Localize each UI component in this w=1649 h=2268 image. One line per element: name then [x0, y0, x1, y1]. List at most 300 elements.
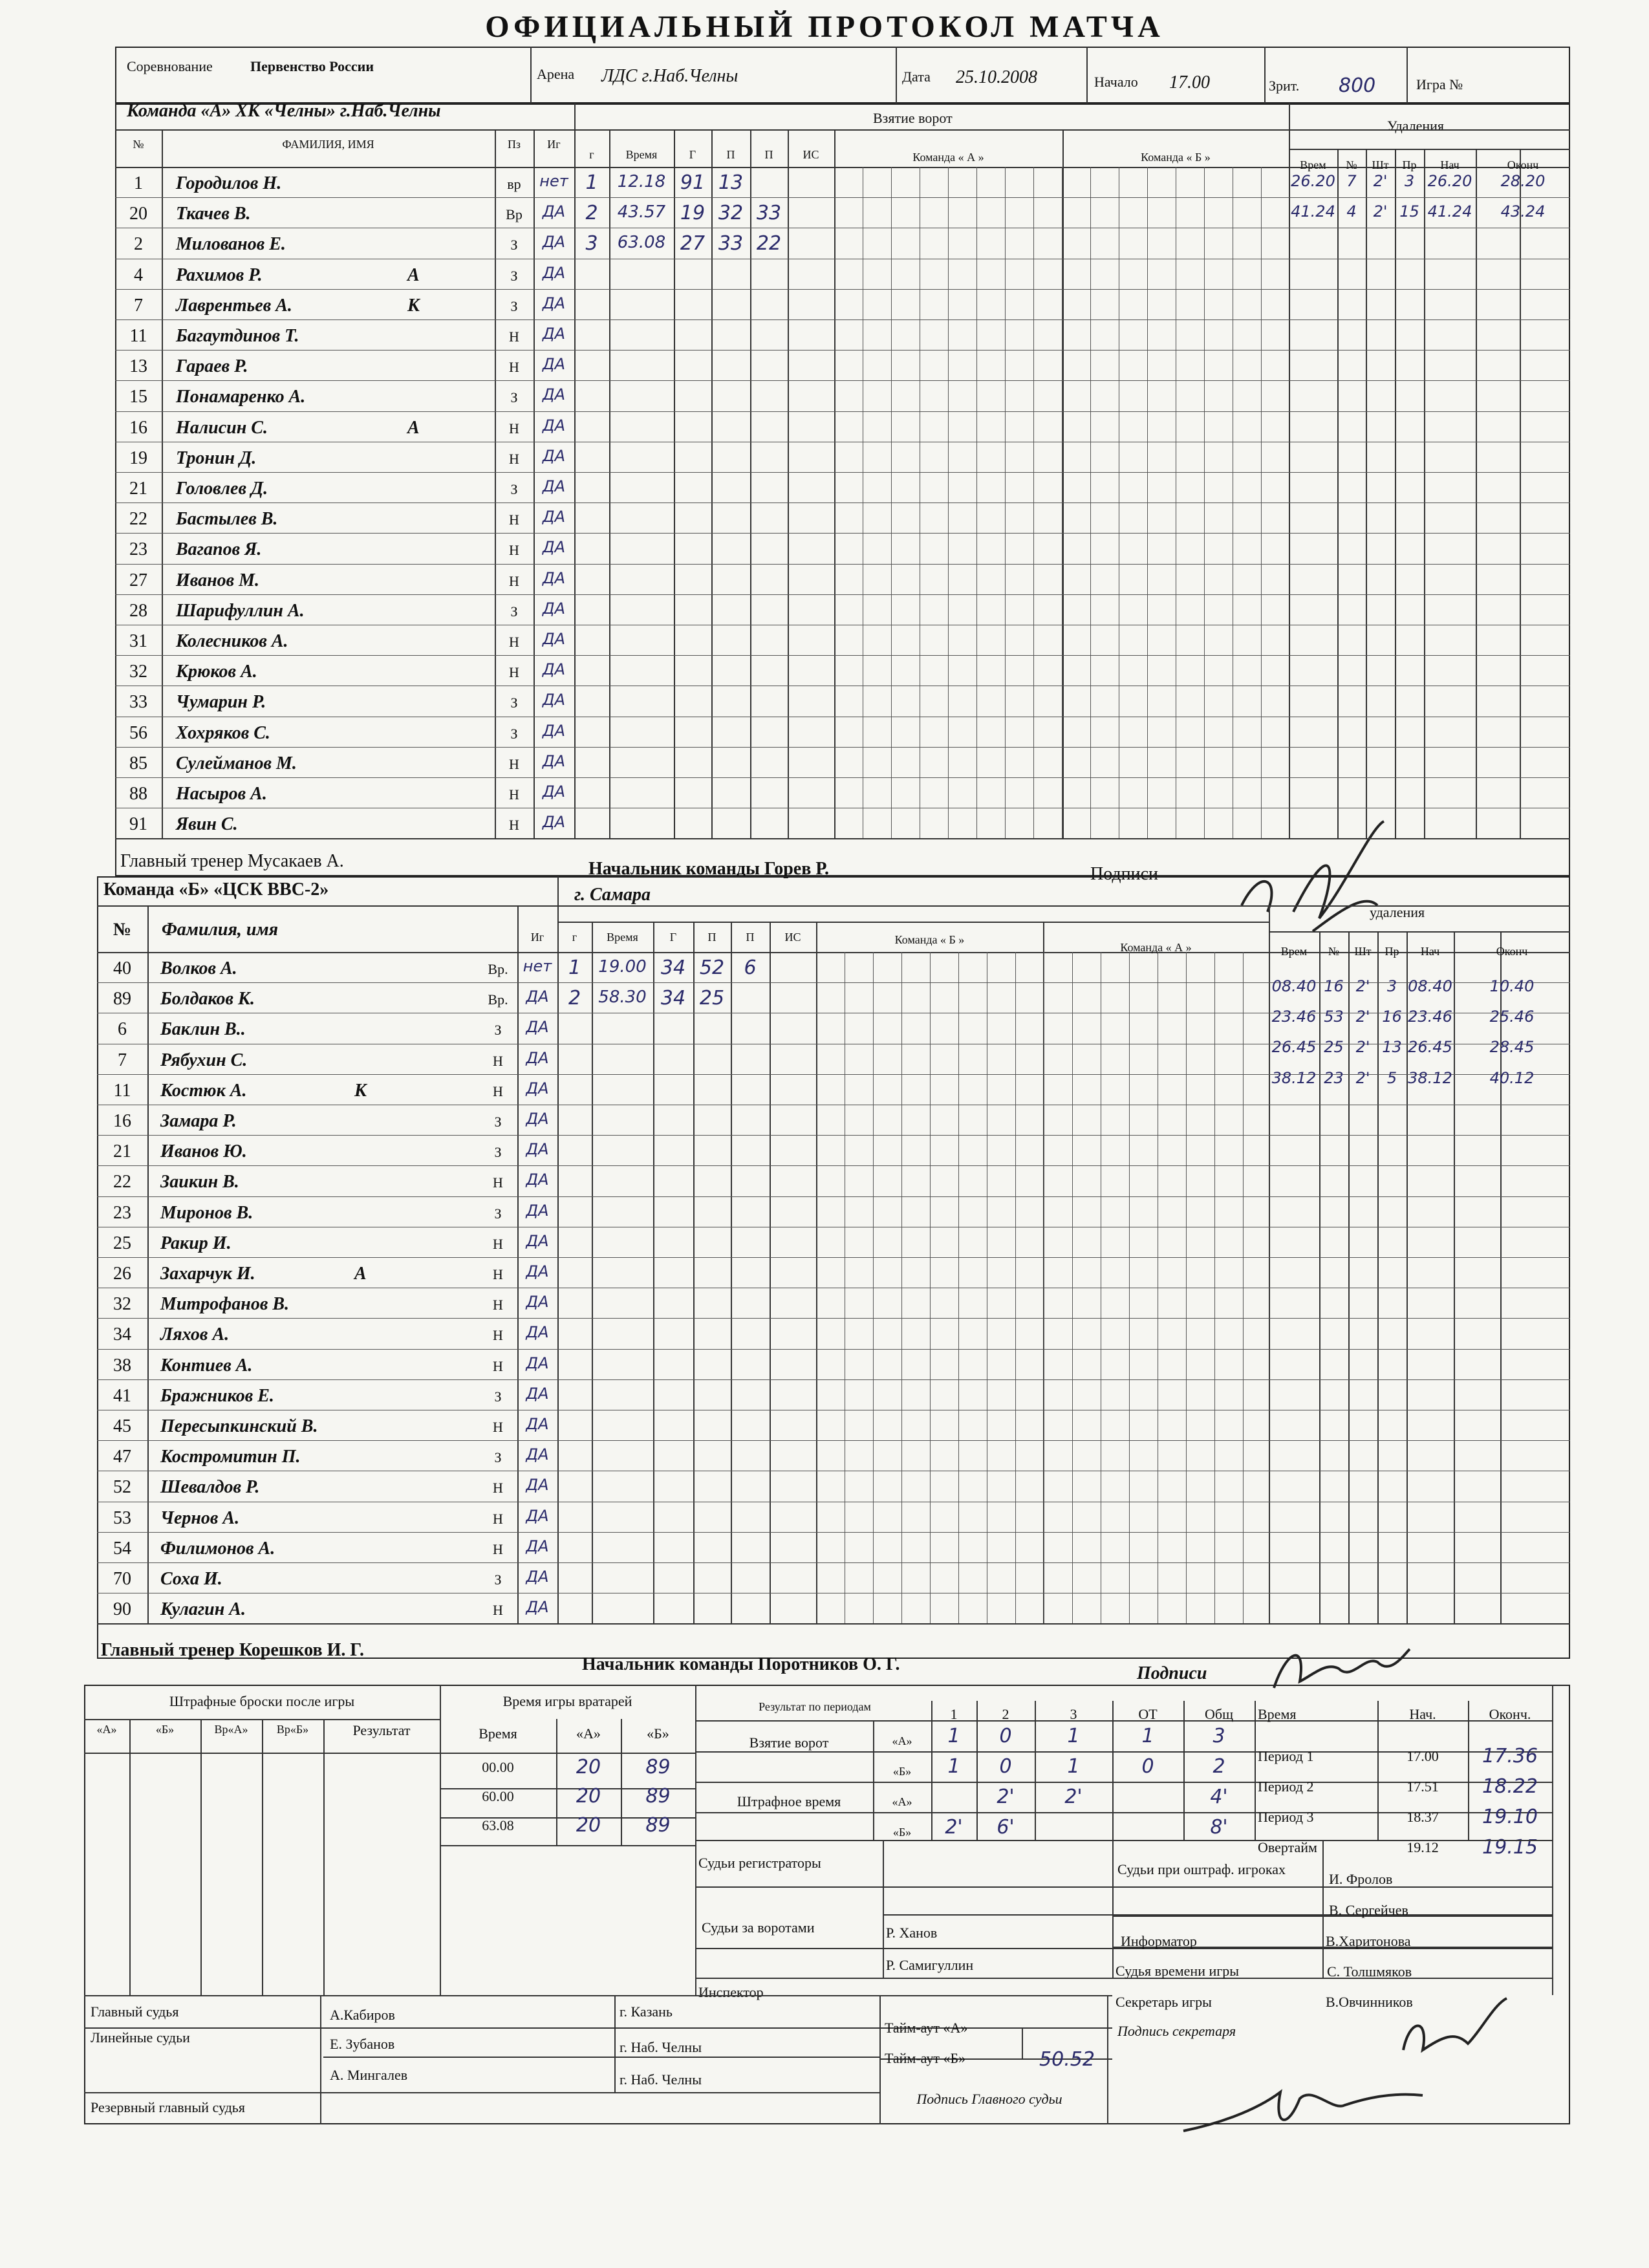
team-a-row-line — [115, 411, 1570, 412]
player-played: ДА — [526, 1048, 549, 1067]
period-start: 18.37 — [1406, 1809, 1439, 1825]
player-position: Н — [509, 542, 519, 559]
goal-number: 2 — [568, 987, 581, 1010]
player-played: ДА — [542, 568, 566, 587]
team-b-row-line — [97, 1562, 1570, 1563]
player-played: ДА — [542, 263, 566, 282]
goal-assist-1: 13 — [718, 171, 744, 194]
grid-line — [614, 1995, 616, 2092]
player-role: А — [407, 417, 420, 438]
team-b-signatures-label: Подписи — [1137, 1663, 1207, 1683]
team-b-tag: «Б» — [892, 1826, 912, 1839]
period-end: 17.36 — [1482, 1745, 1538, 1767]
grid-line — [873, 1720, 874, 1840]
team-b-row-line — [97, 1532, 1570, 1533]
player-played: ДА — [542, 446, 566, 465]
player-played: ДА — [526, 1140, 549, 1159]
period-value: 3 — [1212, 1725, 1225, 1747]
player-role: К — [354, 1080, 367, 1101]
grid-line — [1395, 149, 1396, 838]
player-name: Явин С. — [176, 814, 238, 835]
grid-line — [323, 1719, 325, 1995]
penalty-pr: 16 — [1382, 1008, 1402, 1026]
player-name: Митрофанов В. — [160, 1294, 290, 1315]
shootout-header: Штрафные броски после игры — [169, 1693, 355, 1709]
player-name: Чернов А. — [160, 1507, 240, 1528]
team-a-pen-col-header: Шт — [1372, 158, 1389, 171]
player-number: 1 — [134, 173, 143, 193]
team-a-goal-col-header: П — [726, 148, 735, 161]
player-played: ДА — [542, 294, 566, 312]
player-position: Н — [493, 1602, 503, 1619]
penalty-end: 28.45 — [1489, 1038, 1535, 1057]
player-name: Филимонов А. — [160, 1538, 275, 1559]
player-number: 11 — [129, 326, 147, 346]
competition-value: Первенство России — [250, 58, 374, 74]
period-start: 17.51 — [1406, 1778, 1439, 1795]
grid-line — [592, 922, 593, 1623]
team-b-label: Команда «Б» «ЦСК ВВС-2» — [103, 880, 329, 900]
penalty-no: 4 — [1346, 202, 1357, 221]
goal-assist-1: 25 — [699, 987, 725, 1010]
period-value: 1 — [947, 1725, 960, 1747]
team-b-row-line — [97, 1257, 1570, 1258]
team-b-pen-line — [1269, 931, 1570, 933]
player-played: ДА — [542, 385, 566, 404]
team-b-col-header: Фамилия, имя — [162, 920, 279, 940]
player-position: Н — [493, 1235, 503, 1252]
player-played: ДА — [526, 1568, 549, 1586]
player-number: 7 — [134, 295, 143, 316]
start-label: Начало — [1094, 74, 1138, 90]
head-ref-signature-label: Подпись Главного судьи — [916, 2091, 1062, 2107]
goal-assist-2: 33 — [756, 202, 782, 225]
grid-line — [440, 1845, 695, 1846]
player-name: Шевалдов Р. — [160, 1477, 260, 1498]
player-position: З — [510, 389, 518, 406]
time-col: Нач. — [1409, 1706, 1436, 1722]
team-b-city: г. Самара — [574, 885, 651, 905]
team-a-goal-col-header: П — [764, 148, 773, 161]
team-a-row-line — [115, 838, 1570, 839]
game-number-label: Игра № — [1416, 76, 1463, 92]
team-b-penalty-header: удаления — [1370, 904, 1425, 920]
penalty-t: 26.20 — [1291, 172, 1335, 190]
goal-time: 12.18 — [617, 172, 666, 191]
gk-header: Время игры вратарей — [502, 1693, 632, 1709]
team-b-coach: Главный тренер Корешков И. Г. — [101, 1640, 365, 1660]
penalty-no: 16 — [1324, 977, 1344, 995]
player-name: Заикин В. — [160, 1172, 239, 1193]
head-ref-city: г. Казань — [620, 2003, 673, 2020]
player-number: 11 — [113, 1080, 131, 1101]
player-name: Рахимов Р. — [176, 265, 263, 285]
team-a-pen-col-header: Пр — [1402, 158, 1417, 171]
secretary-signature-label: Подпись секретаря — [1117, 2023, 1236, 2039]
player-played: ДА — [542, 813, 566, 832]
player-number: 25 — [113, 1233, 131, 1253]
period-value: 0 — [999, 1725, 1012, 1747]
start-value: 17.00 — [1169, 72, 1210, 92]
player-number: 85 — [129, 753, 147, 773]
grid-line — [1377, 1701, 1379, 1840]
goal-scorer: 27 — [680, 232, 706, 255]
gk-a: 20 — [576, 1756, 601, 1778]
shootout-col: «Б» — [155, 1723, 175, 1736]
inspector-label: Инспектор — [698, 1984, 764, 2000]
player-played: ДА — [542, 599, 566, 618]
competition-label: Соревнование — [127, 58, 213, 74]
penalty-start: 38.12 — [1408, 1068, 1452, 1087]
player-name: Контиев А. — [160, 1355, 253, 1376]
pim-by-period-label: Штрафное время — [737, 1793, 841, 1809]
player-position: Н — [509, 634, 519, 650]
team-b-tag: «Б» — [892, 1765, 912, 1778]
grid-line — [1062, 129, 1064, 838]
penalty-end: 40.12 — [1489, 1068, 1535, 1087]
goal-number: 1 — [585, 171, 598, 194]
timekeeper-label: Судья времени игры — [1116, 1963, 1240, 1979]
timeout-b-value: 50.52 — [1039, 2048, 1095, 2071]
player-number: 13 — [129, 356, 147, 377]
goal-judge-1: Р. Ханов — [886, 1925, 938, 1941]
team-a-tag: «А» — [892, 1734, 912, 1747]
penalty-min: 2' — [1373, 172, 1388, 190]
penalty-no: 23 — [1324, 1068, 1344, 1087]
player-name: Головлев Д. — [176, 479, 268, 499]
team-b-header-line — [97, 905, 1570, 907]
linesman-2: А. Мингалев — [330, 2067, 408, 2083]
goal-judge-2: Р. Самигуллин — [886, 1957, 974, 1973]
player-number: 19 — [129, 448, 147, 468]
grid-line — [1500, 931, 1502, 1623]
period-name: Период 1 — [1258, 1748, 1314, 1764]
gk-col: «А» — [576, 1725, 601, 1742]
player-number: 47 — [113, 1447, 131, 1467]
team-a-pen-line — [1289, 149, 1570, 150]
team-a-goals-header: Взятие ворот — [873, 110, 953, 126]
goal-number: 3 — [585, 232, 598, 255]
grid-line — [1337, 149, 1339, 838]
grid-line — [1348, 931, 1350, 1623]
grid-line — [695, 1886, 1552, 1888]
player-name: Шарифуллин А. — [176, 600, 305, 621]
secretary-label: Секретарь игры — [1116, 1994, 1212, 2010]
team-a-col-header: № — [133, 138, 144, 151]
team-b-row-line — [97, 1349, 1570, 1350]
player-name: Пересыпкинский В. — [160, 1416, 318, 1436]
team-a-label: Команда «А» ХК «Челны» г.Наб.Челны — [127, 101, 441, 121]
player-number: 26 — [113, 1264, 131, 1284]
team-a-pen-col-header: Нач — [1440, 158, 1460, 171]
period-value: 0 — [999, 1755, 1012, 1778]
team-b-goal-col-header: Г — [669, 931, 677, 944]
player-position: Н — [509, 359, 519, 376]
player-played: ДА — [542, 233, 566, 252]
player-name: Ляхов А. — [160, 1324, 230, 1345]
team-a-row-line — [115, 564, 1570, 565]
goal-time: 43.57 — [617, 202, 666, 222]
team-a-row-line — [115, 197, 1570, 198]
player-name: Вагапов Я. — [176, 539, 262, 560]
grid-line — [834, 129, 835, 838]
player-position: Н — [493, 1510, 503, 1527]
secretary-signature-image — [1390, 1992, 1520, 2069]
team-a-row-line — [115, 533, 1570, 534]
page-title: ОФИЦИАЛЬНЫЙ ПРОТОКОЛ МАТЧА — [485, 10, 1164, 44]
goal-assist-1: 52 — [699, 956, 725, 979]
penalty-t: 08.40 — [1271, 977, 1317, 995]
grid-line — [1255, 1701, 1256, 1840]
penalty-t: 23.46 — [1271, 1008, 1317, 1026]
player-name: Ткачев В. — [176, 204, 251, 224]
period-end: 19.10 — [1482, 1806, 1538, 1828]
player-number: 23 — [129, 539, 147, 560]
player-number: 32 — [129, 662, 147, 682]
team-b-goal-col-header: г — [572, 931, 577, 944]
period-name: Овертайм — [1258, 1839, 1317, 1855]
time-header: Время — [1258, 1706, 1297, 1722]
player-number: 27 — [129, 570, 147, 590]
penalty-pr: 13 — [1382, 1038, 1402, 1057]
player-name: Хохряков С. — [176, 722, 270, 743]
goal-assist-1: 33 — [718, 232, 744, 255]
date-value: 25.10.2008 — [956, 67, 1037, 87]
grid-line — [731, 922, 732, 1623]
team-a-row-line — [115, 655, 1570, 656]
player-position: Н — [493, 1327, 503, 1344]
grid-line — [320, 1995, 321, 2124]
player-position: З — [494, 1114, 502, 1130]
period-value: 4' — [1210, 1786, 1228, 1808]
player-number: 4 — [134, 265, 143, 285]
penalty-pr: 3 — [1404, 172, 1415, 190]
timeout-b-label: Тайм-аут «Б» — [885, 2050, 966, 2066]
player-played: ДА — [542, 630, 566, 648]
player-position: Н — [493, 1052, 503, 1069]
team-b-row-line — [97, 1196, 1570, 1197]
goal-judges-label: Судьи за воротами — [702, 1919, 815, 1936]
team-a-goal-col-header: Г — [689, 148, 696, 161]
penalty-min: 2' — [1355, 977, 1370, 995]
team-b-sub-b: Команда « Б » — [894, 933, 965, 946]
player-position: Н — [509, 786, 519, 803]
player-played: ДА — [526, 1293, 549, 1312]
player-played: ДА — [542, 202, 566, 221]
player-number: 16 — [113, 1111, 131, 1131]
grid-line — [1319, 931, 1320, 1623]
player-name: Гараев Р. — [176, 356, 248, 377]
team-a-row-line — [115, 350, 1570, 351]
period-start: 17.00 — [1406, 1748, 1439, 1764]
head-ref-label: Главный судья — [91, 2003, 179, 2020]
grid-line — [323, 2057, 879, 2058]
grid-line — [84, 2092, 879, 2093]
player-number: 90 — [113, 1599, 131, 1620]
period-value: 1 — [947, 1755, 960, 1778]
grid-line — [1377, 931, 1379, 1623]
grid-line — [1552, 1685, 1553, 1995]
player-played: ДА — [526, 1201, 549, 1220]
player-position: Н — [509, 420, 519, 437]
linesman-1-city: г. Наб. Челны — [620, 2039, 702, 2055]
grid-line — [1454, 931, 1455, 1623]
team-a-pen-col-header: Оконч — [1507, 158, 1539, 171]
player-name: Городилов Н. — [176, 173, 282, 193]
grid-line — [162, 129, 163, 838]
penalty-judge-2: В. Сергейчев — [1329, 1902, 1408, 1918]
team-b-goal-col-header: ИС — [784, 931, 801, 944]
player-played: ДА — [526, 1384, 549, 1403]
player-played: ДА — [526, 1018, 549, 1037]
penalty-pr: 5 — [1386, 1068, 1397, 1087]
penalty-start: 41.24 — [1427, 202, 1472, 221]
team-a-coach: Главный тренер Мусакаев А. — [120, 851, 344, 871]
player-name: Милованов Е. — [176, 234, 286, 255]
player-name: Болдаков К. — [160, 989, 255, 1010]
player-number: 52 — [113, 1477, 131, 1498]
goal-scorer: 19 — [680, 202, 706, 225]
period-value: 6' — [997, 1816, 1015, 1839]
team-b-sub-a: Команда « А » — [1120, 941, 1192, 954]
player-name: Чумарин Р. — [176, 692, 266, 713]
goal-assist-2: 22 — [756, 232, 782, 255]
penalty-t: 41.24 — [1291, 202, 1335, 221]
registrars-label: Судьи регистраторы — [698, 1855, 821, 1871]
period-value: 2' — [1064, 1786, 1083, 1808]
grid-line — [695, 1840, 1552, 1841]
penalty-pr: 3 — [1386, 977, 1397, 995]
penalty-end: 10.40 — [1489, 977, 1535, 995]
period-col: 2 — [1002, 1706, 1009, 1722]
player-number: 45 — [113, 1416, 131, 1436]
period-value: 2' — [997, 1786, 1015, 1808]
grid-line — [1520, 149, 1521, 838]
player-name: Рябухин С. — [160, 1050, 248, 1070]
penalty-judge-1: И. Фролов — [1329, 1871, 1393, 1887]
player-position: З — [510, 267, 518, 284]
player-name: Баклин В.. — [160, 1019, 246, 1040]
goal-time: 19.00 — [598, 957, 647, 977]
goal-scorer: 34 — [660, 987, 686, 1010]
team-a-signatures-label: Подписи — [1090, 864, 1159, 884]
player-position: З — [510, 297, 518, 314]
player-played: ДА — [526, 1110, 549, 1128]
team-b-goal-col-header: П — [746, 931, 755, 944]
player-name: Тронин Д. — [176, 448, 257, 468]
player-number: 2 — [134, 234, 143, 255]
team-a-col-header: ФАМИЛИЯ, ИМЯ — [282, 138, 374, 151]
gk-b: 89 — [645, 1756, 671, 1778]
player-number: 31 — [129, 631, 147, 651]
player-played: ДА — [542, 691, 566, 709]
gk-b: 89 — [645, 1785, 671, 1808]
player-number: 33 — [129, 692, 147, 713]
player-position: Н — [493, 1266, 503, 1282]
player-role: А — [354, 1264, 367, 1284]
player-position: Н — [509, 329, 519, 345]
grid-line — [1107, 1995, 1108, 2124]
player-played: ДА — [542, 538, 566, 557]
player-number: 15 — [129, 387, 147, 407]
team-b-pen-col-header: Пр — [1385, 945, 1399, 958]
player-position: З — [494, 1388, 502, 1405]
penalty-min: 2' — [1355, 1038, 1370, 1057]
player-played: ДА — [526, 1598, 549, 1617]
period-name: Период 2 — [1258, 1778, 1314, 1795]
shootout-col: Вр«А» — [214, 1723, 248, 1736]
player-number: 54 — [113, 1538, 131, 1559]
player-position: З — [494, 1022, 502, 1039]
player-number: 56 — [129, 722, 147, 743]
team-a-pen-col-header: № — [1346, 158, 1357, 171]
team-a-pen-col-header: Врем — [1300, 158, 1326, 171]
shootout-col: Вр«Б» — [276, 1723, 309, 1736]
penalty-t: 26.45 — [1271, 1038, 1317, 1057]
player-name: Насыров А. — [176, 784, 267, 804]
player-position: вр — [507, 176, 521, 192]
player-position: Н — [493, 1174, 503, 1191]
gk-col: Время — [479, 1725, 517, 1742]
team-a-header-line — [115, 129, 1570, 131]
player-name: Бражников Е. — [160, 1385, 274, 1406]
goal-assist-1: 32 — [718, 202, 744, 225]
player-played: ДА — [526, 1079, 549, 1097]
team-b-pen-col-header: Оконч — [1496, 945, 1528, 958]
penalty-judges-label: Судьи при оштраф. игроках — [1117, 1861, 1286, 1877]
player-position: Н — [493, 1480, 503, 1496]
player-position: Н — [493, 1083, 503, 1099]
player-number: 7 — [118, 1050, 127, 1070]
player-position: Н — [493, 1540, 503, 1557]
goal-scorer: 34 — [660, 956, 686, 979]
grid-line — [816, 922, 817, 1623]
player-played: ДА — [526, 1354, 549, 1372]
player-played: ДА — [526, 1506, 549, 1525]
grid-line — [262, 1719, 263, 1995]
period-value: 2 — [1212, 1755, 1225, 1778]
player-position: З — [510, 237, 518, 254]
gk-a: 20 — [576, 1785, 601, 1808]
arena-value: ЛДС г.Наб.Челны — [601, 66, 738, 86]
player-played: ДА — [526, 1323, 549, 1342]
player-name: Захарчук И. — [160, 1264, 255, 1284]
linesman-2-city: г. Наб. Челны — [620, 2071, 702, 2088]
period-col: 1 — [950, 1706, 958, 1722]
player-position: Н — [509, 512, 519, 528]
player-number: 6 — [118, 1019, 127, 1040]
grid-line — [653, 922, 654, 1623]
grid-line — [879, 1995, 881, 2124]
player-played: ДА — [542, 783, 566, 801]
team-b-goal-line — [557, 922, 1269, 923]
player-position: Вр — [506, 206, 523, 223]
spectators-value: 800 — [1339, 74, 1376, 97]
player-played: ДА — [542, 477, 566, 495]
player-number: 22 — [113, 1172, 131, 1193]
grid-line — [1476, 149, 1477, 838]
informer-value: В.Харитонова — [1326, 1933, 1411, 1949]
player-number: 88 — [129, 784, 147, 804]
period-value: 8' — [1210, 1816, 1228, 1839]
period-value: 0 — [1141, 1755, 1154, 1778]
grid-line — [129, 1719, 131, 1995]
team-a-row-line — [115, 594, 1570, 595]
goal-number: 2 — [585, 202, 598, 225]
player-name: Лаврентьев А. — [176, 295, 292, 316]
player-role: А — [407, 265, 420, 285]
player-name: Миронов В. — [160, 1202, 253, 1223]
